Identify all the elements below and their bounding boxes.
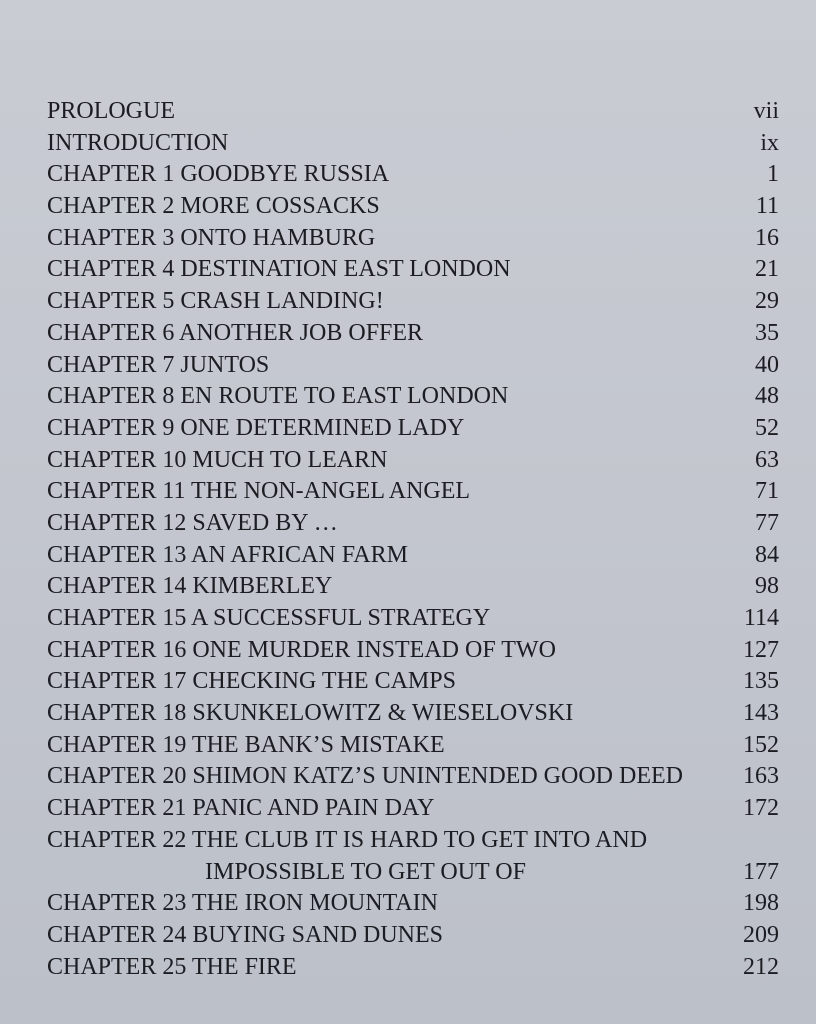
toc-entry-page: 198	[743, 890, 779, 917]
toc-entry-page: 48	[755, 383, 779, 410]
toc-entry-title: CHAPTER 8 EN ROUTE TO EAST LONDON	[47, 383, 509, 410]
toc-entry-title: CHAPTER 18 SKUNKELOWITZ & WIESELOVSKI	[47, 700, 574, 727]
toc-entry-chapter-8	[47, 381, 779, 413]
toc-entry-chapter-4	[47, 254, 779, 286]
toc-entry-page: 63	[755, 446, 779, 473]
toc-entry-chapter-12	[47, 508, 779, 540]
toc-entry-title: CHAPTER 1 GOODBYE RUSSIA	[47, 161, 390, 188]
toc-entry-page: 77	[755, 509, 779, 536]
toc-entry-page: 29	[755, 288, 779, 315]
toc-entry-title: CHAPTER 24 BUYING SAND DUNES	[47, 921, 444, 948]
toc-entry-title: CHAPTER 2 MORE COSSACKS	[47, 193, 380, 220]
toc-entry-title: CHAPTER 21 PANIC AND PAIN DAY	[47, 795, 435, 822]
toc-entry-chapter-11	[47, 476, 779, 508]
toc-entry-chapter-24	[47, 920, 779, 952]
toc-entry-page: 172	[743, 795, 779, 822]
toc-entry-page: 1	[767, 161, 779, 188]
toc-entry-page: 71	[755, 478, 779, 505]
toc-entry-title: CHAPTER 23 THE IRON MOUNTAIN	[47, 890, 438, 917]
toc-entry-title: CHAPTER 25 THE FIRE	[47, 953, 297, 980]
toc-entry-chapter-5	[47, 286, 779, 318]
toc-entry-chapter-13	[47, 540, 779, 572]
toc-entry-title: CHAPTER 20 SHIMON KATZ’S UNINTENDED GOOD DEED	[47, 763, 683, 790]
toc-entry-chapter-23	[47, 888, 779, 920]
toc-entry-chapter-15	[47, 603, 779, 635]
toc-entry-page: 84	[755, 541, 779, 568]
toc-entry-title: CHAPTER 5 CRASH LANDING!	[47, 288, 384, 315]
toc-entry-page: 163	[743, 763, 779, 790]
toc-entry-title: PROLOGUE	[47, 98, 176, 124]
toc-entry-title: CHAPTER 22 THE CLUB IT IS HARD TO GET INTO AND	[47, 826, 648, 853]
toc-entry-title: CHAPTER 12 SAVED BY …	[47, 509, 338, 536]
toc-entry-page: 16	[755, 224, 779, 251]
toc-entry-introduction	[47, 128, 779, 160]
toc-entry-title-continued: IMPOSSIBLE TO GET OUT OF	[205, 858, 526, 885]
toc-entry-title: CHAPTER 10 MUCH TO LEARN	[47, 446, 388, 473]
toc-entry-title: CHAPTER 16 ONE MURDER INSTEAD OF TWO	[47, 636, 556, 663]
toc-entry-page: vii	[753, 98, 779, 124]
toc-entry-page: 98	[755, 573, 779, 600]
toc-entry-title: CHAPTER 17 CHECKING THE CAMPS	[47, 668, 456, 695]
toc-entry-page: 11	[755, 193, 779, 220]
toc-entry-title: CHAPTER 15 A SUCCESSFUL STRATEGY	[47, 605, 491, 631]
toc-entry-title: CHAPTER 11 THE NON-ANGEL ANGEL	[47, 478, 471, 505]
toc-entry-page: 21	[755, 256, 779, 283]
toc-entry-page: 212	[743, 953, 779, 980]
toc-entry-page: ix	[760, 129, 779, 156]
toc-entry-chapter-14	[47, 571, 779, 603]
toc-entry-page: 127	[743, 636, 779, 663]
toc-entry-chapter-17	[47, 666, 779, 698]
toc-entry-chapter-3	[47, 223, 779, 255]
toc-entry-chapter-9	[47, 413, 779, 445]
toc-entry-page: 135	[743, 668, 779, 695]
toc-entry-prologue	[47, 96, 779, 128]
toc-entry-chapter-2	[47, 191, 779, 223]
toc-entry-chapter-1	[47, 159, 779, 191]
toc-entry-title: CHAPTER 6 ANOTHER JOB OFFER	[47, 319, 424, 346]
toc-entry-title: CHAPTER 13 AN AFRICAN FARM	[47, 541, 408, 568]
toc-entry-chapter-25	[47, 952, 779, 984]
toc-entry-title: CHAPTER 9 ONE DETERMINED LADY	[47, 414, 465, 441]
toc-entry-title: CHAPTER 3 ONTO HAMBURG	[47, 224, 376, 251]
toc-entry-page: 177	[743, 858, 779, 885]
toc-entry-page: 143	[743, 700, 779, 727]
toc-entry-page: 152	[743, 731, 779, 758]
toc-entry-chapter-6	[47, 318, 779, 350]
toc-entry-chapter-10	[47, 445, 779, 477]
toc-entry-title: CHAPTER 14 KIMBERLEY	[47, 573, 333, 600]
toc-entry-chapter-7	[47, 350, 779, 382]
toc-entry-title: CHAPTER 19 THE BANK’S MISTAKE	[47, 731, 445, 758]
toc-entry-title: INTRODUCTION	[47, 129, 229, 156]
toc-entry-chapter-18	[47, 698, 779, 730]
toc-entry-title: CHAPTER 4 DESTINATION EAST LONDON	[47, 256, 511, 283]
toc-entry-page: 52	[755, 414, 779, 441]
toc-entry-page: 40	[755, 351, 779, 378]
toc-entry-chapter-20	[47, 761, 779, 793]
table-of-contents	[47, 96, 779, 983]
toc-entry-chapter-22	[47, 825, 779, 888]
toc-entry-page: 35	[755, 319, 779, 346]
toc-entry-chapter-16	[47, 635, 779, 667]
toc-entry-title: CHAPTER 7 JUNTOS	[47, 351, 270, 378]
toc-entry-page: 114	[743, 605, 779, 631]
toc-entry-chapter-21	[47, 793, 779, 825]
toc-entry-page: 209	[743, 921, 779, 948]
toc-entry-chapter-19	[47, 730, 779, 762]
